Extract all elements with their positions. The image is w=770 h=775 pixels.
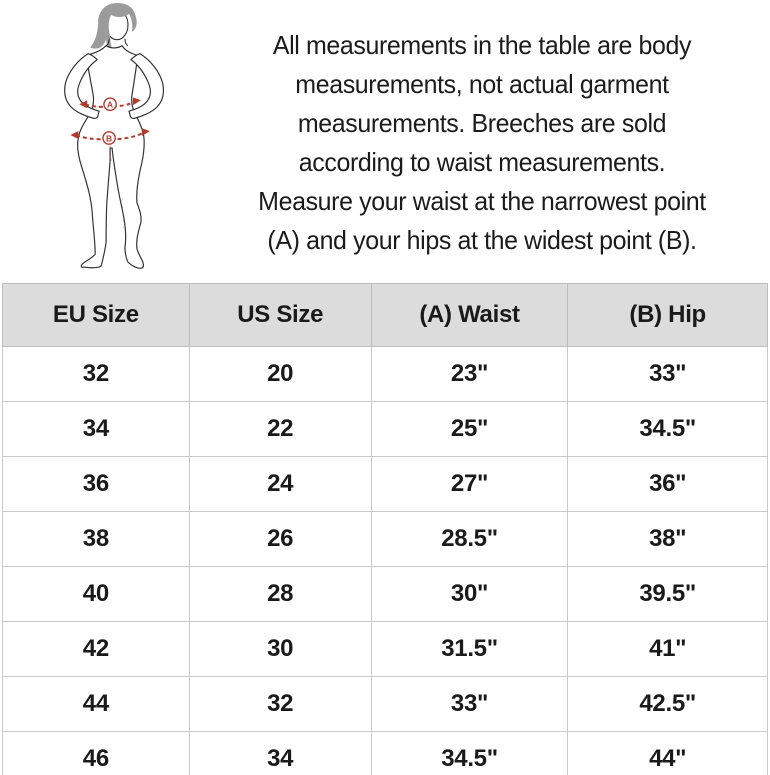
cell-eu-size: 36 <box>3 457 190 512</box>
cell-waist: 31.5" <box>371 622 568 677</box>
waist-marker-label: A <box>107 99 114 110</box>
intro-line: All measurements in the table are body <box>272 30 692 60</box>
cell-us-size: 20 <box>189 347 371 402</box>
table-row <box>3 567 768 622</box>
torso-and-legs-outline <box>78 46 145 269</box>
cell-us-size: 30 <box>189 622 371 677</box>
col-header-eu-size: EU Size <box>3 284 190 347</box>
cell-hip: 44" <box>568 732 768 775</box>
cell-hip: 36" <box>568 457 768 512</box>
header-row <box>3 284 768 347</box>
hip-arrow-left <box>70 131 78 139</box>
cell-waist: 30" <box>371 567 568 622</box>
cell-hip: 39.5" <box>568 567 768 622</box>
cell-hip: 38" <box>568 512 768 567</box>
hip-arrow-right <box>142 128 150 136</box>
col-header-us-size: US Size <box>189 284 371 347</box>
col-header-hip: (B) Hip <box>568 284 768 347</box>
cell-us-size: 22 <box>189 402 371 457</box>
cell-hip: 34.5" <box>568 402 768 457</box>
intro-line: (A) and your hips at the widest point (B). <box>267 225 697 255</box>
table-row <box>3 622 768 677</box>
cell-eu-size: 40 <box>3 567 190 622</box>
cell-waist: 34.5" <box>371 732 568 775</box>
waist-arrow-right <box>133 97 141 105</box>
hip-marker-label: B <box>106 133 113 144</box>
cell-hip: 33" <box>568 347 768 402</box>
cell-eu-size: 46 <box>3 732 190 775</box>
woman-silhouette-illustration <box>40 2 205 280</box>
cell-hip: 41" <box>568 622 768 677</box>
cell-eu-size: 44 <box>3 677 190 732</box>
intro-text <box>207 26 756 260</box>
cell-waist: 28.5" <box>371 512 568 567</box>
col-header-waist: (A) Waist <box>371 284 568 347</box>
intro-line: measurements, not actual garment <box>295 69 669 99</box>
cell-eu-size: 32 <box>3 347 190 402</box>
cell-us-size: 32 <box>189 677 371 732</box>
intro-line: measurements. Breeches are sold <box>297 108 667 138</box>
cell-hip: 42.5" <box>568 677 768 732</box>
top-section <box>0 0 770 283</box>
cell-eu-size: 34 <box>3 402 190 457</box>
body-measurement-figure <box>40 2 205 280</box>
table-row <box>3 347 768 402</box>
table-row <box>3 512 768 567</box>
intro-line: Measure your waist at the narrowest point <box>258 186 706 216</box>
table-row <box>3 457 768 512</box>
cell-eu-size: 42 <box>3 622 190 677</box>
cell-waist: 25" <box>371 402 568 457</box>
cell-us-size: 26 <box>189 512 371 567</box>
size-chart-table <box>2 283 768 775</box>
table-row <box>3 677 768 732</box>
table-row <box>3 732 768 775</box>
cell-waist: 27" <box>371 457 568 512</box>
cell-eu-size: 38 <box>3 512 190 567</box>
cell-waist: 23" <box>371 347 568 402</box>
cell-us-size: 24 <box>189 457 371 512</box>
table-row <box>3 402 768 457</box>
cell-waist: 33" <box>371 677 568 732</box>
intro-line: according to waist measurements. <box>298 147 666 177</box>
cell-us-size: 34 <box>189 732 371 775</box>
cell-us-size: 28 <box>189 567 371 622</box>
